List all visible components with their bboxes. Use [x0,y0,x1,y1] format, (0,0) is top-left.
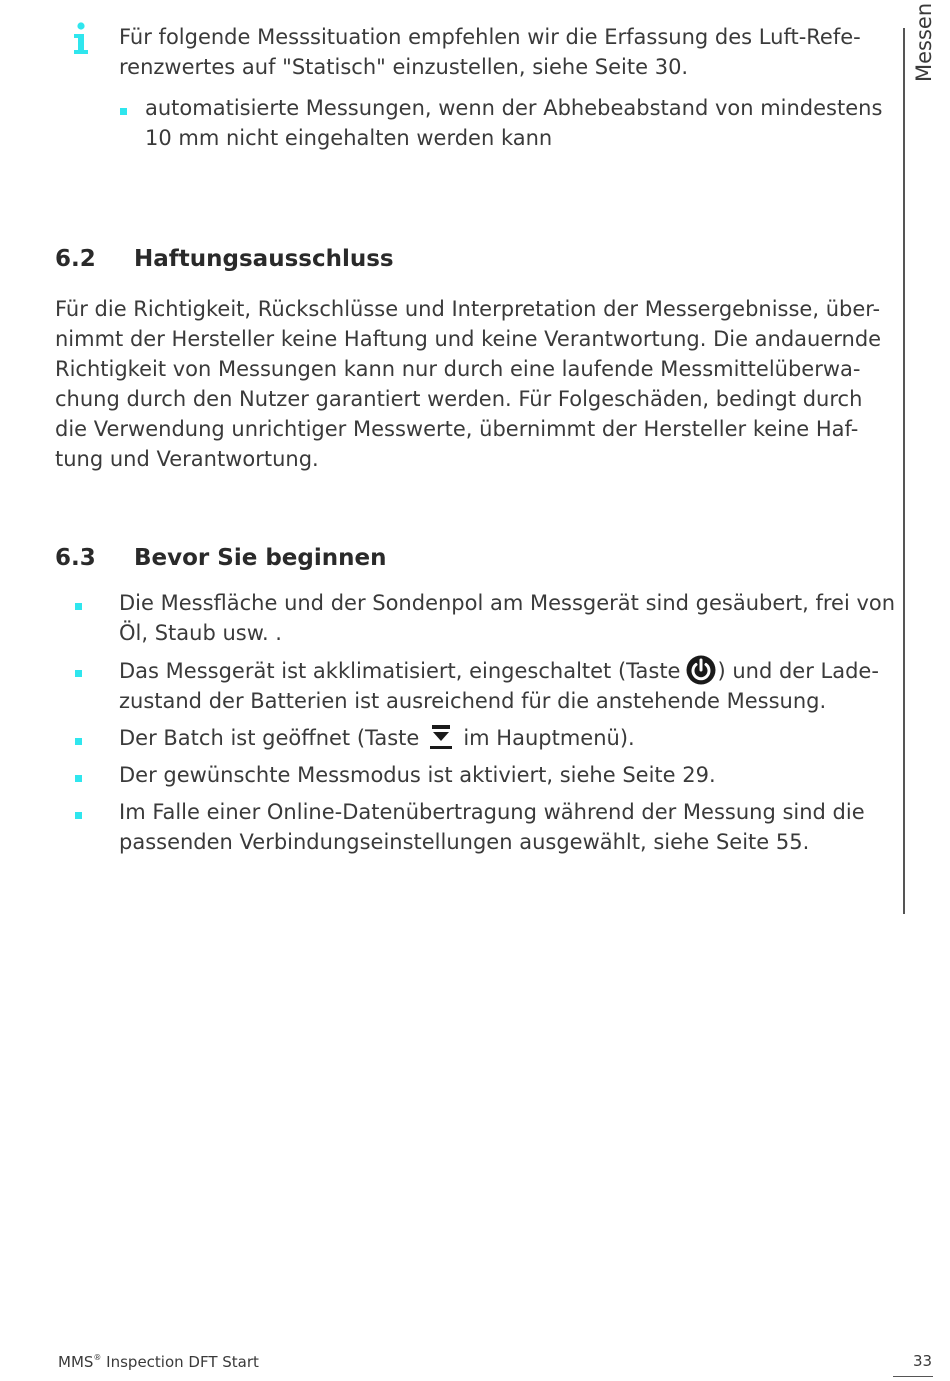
power-icon [686,655,716,685]
bullet-square-icon [75,812,82,819]
bullet-square-icon [75,738,82,745]
side-divider [903,28,905,914]
paragraph-line: chung durch den Nutzer garantiert werden. Für Folgeschäden, bedingt durch [55,387,863,411]
section-number: 6.3 [55,545,96,571]
section-number: 6.2 [55,246,96,272]
list-item-text: im Hauptmenü). [463,726,635,750]
footer-divider [893,1376,933,1377]
list-item-line [119,723,899,753]
registered-mark: ® [93,1353,102,1362]
list-item [119,655,899,716]
bullet-square-icon [75,670,82,677]
list-item-line [119,655,899,686]
info-bullet-list [145,93,895,153]
bullet-square-icon [75,603,82,610]
footer-product-title: Inspection DFT Start [101,1353,259,1371]
list-item-text: ) und der Lade- [717,659,879,683]
section-title: Haftungsausschluss [134,246,394,272]
list-item-line: Die Messfläche und der Sondenpol am Messgerät sind gesäubert, frei von [119,591,896,615]
list-item-line: Der gewünschte Messmodus ist aktiviert, siehe Seite 29. [119,763,716,787]
page-number: 33 [913,1352,933,1370]
footer-product-name [58,1353,259,1371]
footer-product-brand: MMS [58,1353,94,1371]
bullet-square-icon [120,108,127,115]
paragraph-line: tung und Verantwortung. [55,447,319,471]
disclaimer-paragraph [55,294,895,474]
list-item-text: Das Messgerät ist akklimatisiert, eingeschaltet (Taste [119,659,681,683]
list-item [145,93,895,153]
section-title: Bevor Sie beginnen [134,545,387,571]
list-item-text: Der Batch ist geöffnet (Taste [119,726,420,750]
paragraph-line: die Verwendung unrichtiger Messwerte, übernimmt der Hersteller keine Haf- [55,417,859,441]
chapter-side-label [910,2,938,110]
info-note-line: Für folgende Messsituation empfehlen wir die Erfassung des Luft-Refe- [119,25,861,49]
list-item-line: automatisierte Messungen, wenn der Abhebeabstand von mindestens [145,96,883,120]
list-item [119,760,899,790]
list-item [119,723,899,753]
batch-icon [429,724,453,750]
list-item-line: 10 mm nicht eingehalten werden kann [145,126,553,150]
info-note-line: renzwertes auf "Statisch" einzustellen, siehe Seite 30. [119,55,689,79]
info-note [119,22,899,82]
prerequisites-list [119,588,899,864]
bullet-square-icon [75,775,82,782]
list-item-line: Im Falle einer Online-Datenübertragung während der Messung sind die [119,800,865,824]
list-item-line: zustand der Batterien ist ausreichend für die anstehende Messung. [119,689,827,713]
list-item-line: passenden Verbindungseinstellungen ausgewählt, siehe Seite 55. [119,830,810,854]
section-heading-6-2 [55,246,555,276]
list-item [119,797,899,857]
section-heading-6-3 [55,545,555,575]
list-item [119,588,899,648]
paragraph-line: Richtigkeit von Messungen kann nur durch eine laufende Messmittelüberwa- [55,357,861,381]
info-icon [72,22,90,56]
paragraph-line: nimmt der Hersteller keine Haftung und keine Verantwortung. Die andauernde [55,327,882,351]
list-item-line: Öl, Staub usw. . [119,621,282,645]
paragraph-line: Für die Richtigkeit, Rückschlüsse und Interpretation der Messergebnisse, über- [55,297,881,321]
chapter-side-label-text: Messen [912,2,936,82]
